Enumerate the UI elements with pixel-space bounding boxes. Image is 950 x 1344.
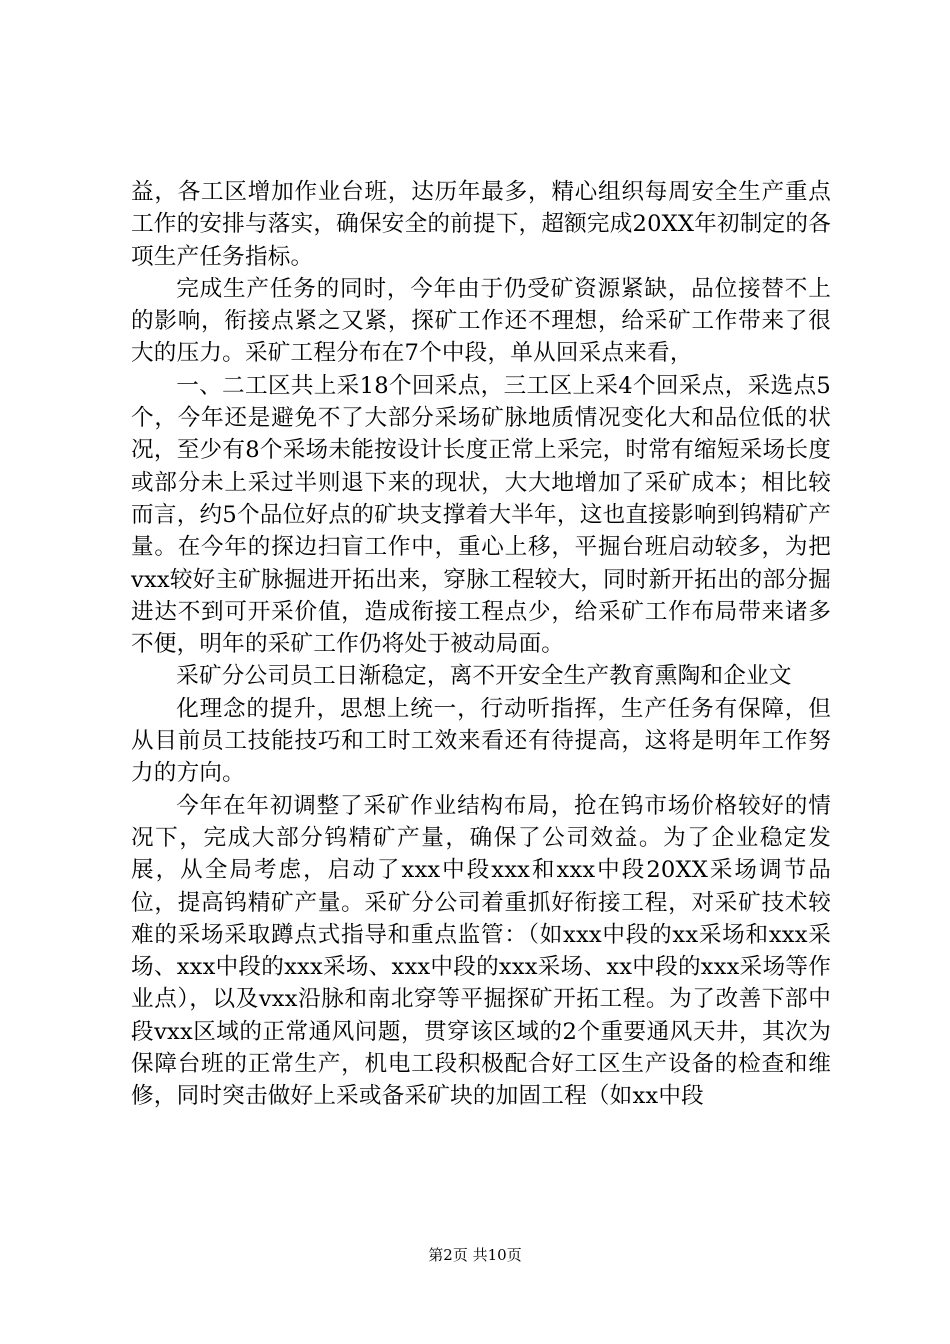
paragraph-culture-concept: 化理念的提升，思想上统一，行动听指挥，生产任务有保障，但从目前员工技能技巧和工时工效来看还有待提高，这将是明年工作努力的方向。 [131, 695, 831, 787]
page-footer: 第2页 共10页 [428, 1246, 522, 1264]
paragraph-production-pressure: 完成生产任务的同时，今年由于仍受矿资源紧缺，品位接替不上的影响，衔接点紧之又紧，探矿工作还不理想，给采矿工作带来了很大的压力。采矿工程分布在7个中段，单从回采点来看， [131, 275, 831, 367]
paragraph-continued: 益，各工区增加作业台班，达历年最多，精心组织每周安全生产重点工作的安排与落实，确保安全的前提下，超额完成20XX年初制定的各项生产任务指标。 [131, 179, 831, 270]
paragraph-staff-stability: 采矿分公司员工日渐稳定，离不开安全生产教育熏陶和企业文 [176, 663, 792, 690]
paragraph-structure-adjustment: 今年在年初调整了采矿作业结构布局，抢在钨市场价格较好的情况下，完成大部分钨精矿产量，确保了公司效益。为了企业稳定发展，从全局考虑，启动了xxx中段xxx和xxx中段20XX采场调节品位，提高钨精矿产量。采矿分公司着重抓好衔接工程，对采矿技术较难的采场采取蹲点式指导和重点监管：（如xxx中段的xx采场和xxx采场、xxx中段的xxx采场、xxx中段的xxx采场、xx中段的xxx采场等作业点），以及vxx沿脉和南北穿等平掘探矿开拓工程。为了改善下部中段vxx区域的正常通风问题，贯穿该区域的2个重要通风天井，其次为保障台班的正常生产，机电工段积极配合好工区生产设备的检查和维修，同时突击做好上采或备采矿块的加固工程（如xx中段 [131, 792, 831, 1110]
document-body [131, 176, 831, 1113]
paragraph-stope-status: 一、二工区共上采18个回采点，三工区上采4个回采点，采选点5个，今年还是避免不了大部分采场矿脉地质情况变化大和品位低的状况，至少有8个采场未能按设计长度正常上采完，时常有缩短采场长度或部分未上采过半则退下来的现状，大大地增加了采矿成本；相比较而言，约5个品位好点的矿块支撑着大半年，这也直接影响到钨精矿产量。在今年的探边扫盲工作中，重心上移，平掘台班启动较多，为把vxx较好主矿脉掘进开拓出来，穿脉工程较大，同时新开拓出的部分掘进达不到可开采价值，造成衔接工程点少，给采矿工作布局带来诸多不便，明年的采矿工作仍将处于被动局面。 [131, 372, 831, 658]
